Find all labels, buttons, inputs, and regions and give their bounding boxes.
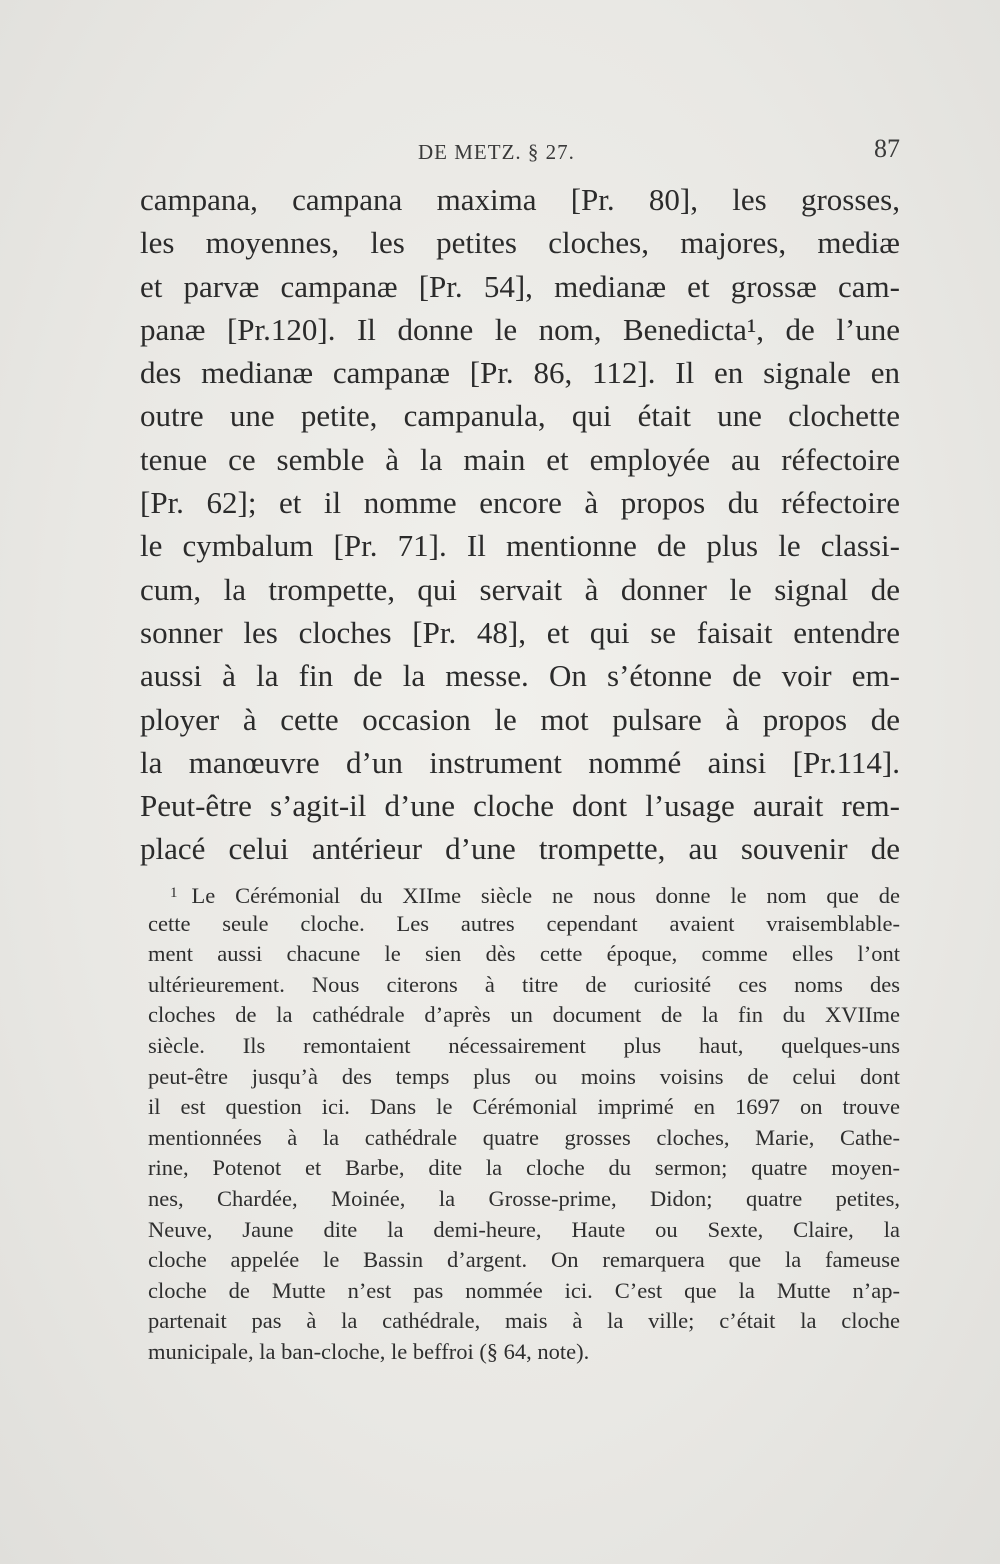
text-line: campana, campana maxima [Pr. 80], les grosses,	[140, 182, 900, 217]
footnote-line: ultérieurement. Nous citerons à titre de curiosité ces noms des	[148, 971, 900, 997]
footnote-line: peut-être jusqu’à des temps plus ou moins voisins de celui dont	[148, 1063, 900, 1089]
footnote-line: municipale, la ban-cloche, le beffroi (§ 64, note).	[148, 1338, 590, 1364]
text-line: le cymbalum [Pr. 71]. Il mentionne de plus le classi-	[140, 528, 900, 564]
text-line: [Pr. 62]; et il nomme encore à propos du réfectoire	[140, 485, 900, 521]
footnote-line: partenait pas à la cathédrale, mais à la ville; c’était la cloche	[148, 1308, 900, 1334]
running-title: DE METZ. § 27.	[418, 140, 575, 164]
text-line: sonner les cloches [Pr. 48], et qui se faisait entendre	[140, 614, 900, 650]
text-line: outre une petite, campanula, qui était une clochette	[140, 398, 900, 434]
footnote-line: rine, Potenot et Barbe, dite la cloche du sermon; quatre moyen-	[148, 1155, 900, 1181]
footnote-line: Le Cérémonial du XIIme siècle ne nous donne le nom que de	[191, 883, 900, 908]
text-line: aussi à la fin de la messe. On s’étonne de voir em-	[140, 658, 900, 694]
main-text	[140, 178, 900, 871]
text-line: panæ [Pr.120]. Il donne le nom, Benedicta¹, de l’une	[140, 311, 900, 347]
footnote-block	[148, 878, 900, 1368]
text-line: placé celui antérieur d’une trompette, au souvenir de	[140, 831, 900, 867]
footnote-line: cette seule cloche. Les autres cependant avaient vraisemblable-	[148, 910, 900, 936]
footnote-line: mentionnées à la cathédrale quatre grosses cloches, Marie, Cathe-	[148, 1124, 900, 1150]
footnote-first-line	[148, 878, 900, 909]
text-line: tenue ce semble à la main et employée au réfectoire	[140, 441, 900, 477]
footnote-line: ment aussi chacune le sien dès cette époque, comme elles l’ont	[148, 941, 900, 967]
text-line: cum, la trompette, qui servait à donner le signal de	[140, 571, 900, 607]
text-line: des medianæ campanæ [Pr. 86, 112]. Il en signale en	[140, 355, 900, 391]
text-line: et parvæ campanæ [Pr. 54], medianæ et grossæ cam-	[140, 268, 900, 304]
footnote-line: Neuve, Jaune dite la demi-heure, Haute ou Sexte, Claire, la	[148, 1216, 900, 1242]
text-line: ployer à cette occasion le mot pulsare à propos de	[140, 701, 900, 737]
footnote-line: siècle. Ils remontaient nécessairement plus haut, quelques-uns	[148, 1032, 900, 1058]
footnote-line: cloche de Mutte n’est pas nommée ici. C’est que la Mutte n’ap-	[148, 1277, 900, 1303]
text-line: Peut-être s’agit-il d’une cloche dont l’usage aurait rem-	[140, 788, 900, 824]
footnote-line: cloche appelée le Bassin d’argent. On remarquera que la fameuse	[148, 1247, 900, 1273]
footnote-marker: 1	[170, 885, 178, 901]
text-line: les moyennes, les petites cloches, majores, mediæ	[140, 225, 900, 261]
page-number: 87	[874, 134, 900, 163]
running-header	[140, 128, 900, 168]
footnote-line: cloches de la cathédrale d’après un document de la fin du XVIIme	[148, 1002, 900, 1028]
footnote-line: il est question ici. Dans le Cérémonial imprimé en 1697 on trouve	[148, 1094, 900, 1120]
text-line: la manœuvre d’un instrument nommé ainsi [Pr.114].	[140, 744, 900, 780]
footnote-line: nes, Chardée, Moinée, la Grosse-prime, Didon; quatre petites,	[148, 1185, 900, 1211]
